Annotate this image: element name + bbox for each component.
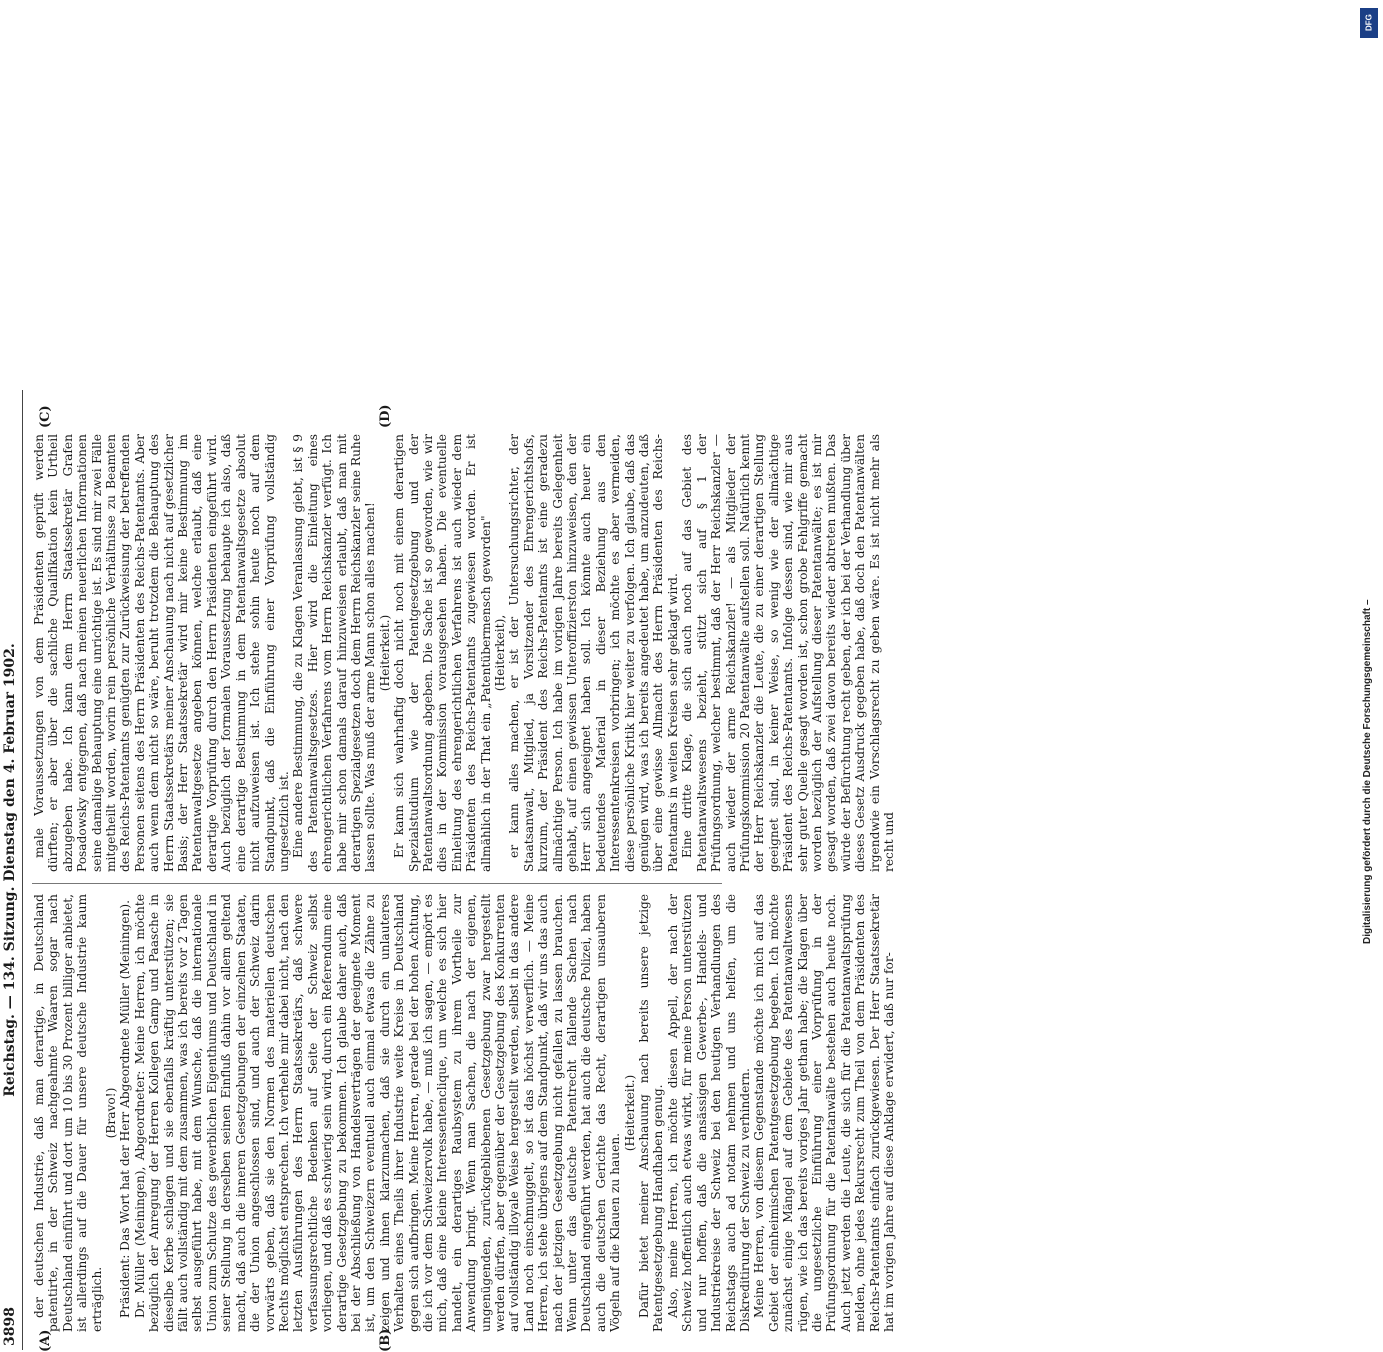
page-header: [0, 390, 23, 1350]
page-number: 3898: [2, 1307, 18, 1346]
column-divider: [32, 883, 722, 884]
paragraph: Präsident: Das Wort hat der Herr Abgeordnete Müller (Meiningen).: [118, 899, 133, 1318]
paragraph: Also, meine Herren, ich möchte diesen Appell, der nach der Schweiz hoffentlich auch etwas wirkt, für meine Person unterstützen und nur hoffen, daß die ansässigen Gewerbe-, Handels- und Industriekreise der Schweiz bei den heutigen Verhandlungen des Reichstags auch ad notam nehmen und uns helfen, um die Diskreditirung der Schweiz zu verhindern.: [665, 894, 752, 1332]
right-column: [32, 434, 896, 872]
paragraph: der deutschen Industrie, daß man derartige, in Deutschland patentirte, in der Schweiz nachgeahmte Waaren sogar nach Deutschland einführt und dort um 10 bis 30 Prozent billiger anbietet, ist allerdings auf die Dauer für unsere deutsche Industrie kaum erträglich.: [32, 894, 104, 1332]
paragraph: Dafür bietet meiner Anschauung nach bereits unsere jetzige Patentgesetzgebung Handhaben genug.: [637, 894, 666, 1332]
paragraph: Meine Herren, von diesem Gegenstande möchte ich mich auf das Gebiet der einheimischen Patentgesetzgebung begeben. Ich möchte zunächst einige Mängel auf dem Gebiete des Patentanwaltwesens rügen, wie ich das bereits voriges Jahr gethan habe; die Klagen über die ungesetzliche Einführung einer Vorprüfung in der Prüfungsordnung für die Patentanwälte bestehen auch heute noch. Auch jetzt werden die Leute, die sich für die Patentanwaltsprüfung melden, ohne jedes Rekursrecht zum Theil von dem Präsidenten des Reichs-Patentamts einfach zurückgewiesen. Der Herr Staatssekretär hat im vorigen Jahre auf diese Anklage erwidert, daß nur for-: [752, 894, 896, 1332]
interjection: (Heiterkeit.): [622, 1074, 637, 1152]
newspaper-page: [0, 390, 896, 1352]
margin-mark-a: (A): [38, 1329, 53, 1352]
digitization-credit: Digitalisierung gefördert durch die Deutsche Forschungsgemeinschaft –: [1362, 599, 1373, 944]
margin-mark-b: (B): [378, 1328, 393, 1352]
paragraph: Eine andere Bestimmung, die zu Klagen Veranlassung giebt, ist § 9 des Patentanwaltsgesetzes. Hier wird die Einleitung eines ehrengerichtlichen Verfahrens vom Herrn Reichskanzler verfügt. Ich habe mir schon damals darauf hinzuweisen erlaubt, daß man mit derartigen Spezialgesetzen doch dem Herrn Reichskanzler seine Ruhe lassen sollte. Was muß der arme Mann schon alles machen!: [291, 434, 378, 872]
dfg-logo: DFG: [1360, 8, 1378, 38]
paragraph: male Voraussetzungen von dem Präsidenten geprüft werden dürften; er aber über die sachliche Qualifikation kein Urtheil abzugeben habe. Ich kann dem Herrn Staatssekretär Grafen Posadowsky entgegnen, daß nach meinen neuerlichen Informationen seine damalige Behauptung eine unrichtige ist. Es sind mir zwei Fälle mitgetheilt worden, worin rein persönliche Verhältnisse zu Beamten des Reichs-Patentamts genügten zur Zurückweisung der betreffenden Personen seitens des Herrn Präsidenten des Reichs-Patentamts. Aber auch wenn dem nicht so wäre, beruht trotzdem die Behauptung des Herrn Staatssekretärs meiner Anschauung nach nicht auf gesetzlicher Basis; der Herr Staatssekretär wird mir keine Bestimmung im Patentanwaltgesetze angeben können, welche erlaubt, daß eine derartige Vorprüfung durch den Herrn Präsidenten eingeführt wird. Auch bezüglich der formalen Voraussetzung behaupte ich also, daß eine derartige Bestimmung in dem Patentanwaltsgesetze absolut nicht aufzuweisen ist. Ich stehe sohin heute noch auf dem Standpunkt, daß die Einführung einer Vorprüfung vollständig ungesetzlich ist.: [32, 434, 291, 872]
paragraph: er kann alles machen, er ist der Untersuchungsrichter, der Staatsanwalt, Mitglied, ja Vorsitzender des Ehrengerichtshofs, kurzum, der Präsident des Reichs-Patentamts ist eine geradezu allmächtige Person. Ich habe im vorigen Jahre bereits Gelegenheit gehabt, auf einen gewissen Unteroffizierston hinzuweisen, den der Herr sich angeeignet haben soll. Ich könnte auch heuer ein bedeutendes Material in dieser Beziehung aus den Interessentenkreisen vorbringen; ich möchte es aber vermeiden, diese persönliche Kritik hier weiter zu verfolgen. Ich glaube, daß das genügen wird, was ich bereits angedeutet habe, um anzudeuten, daß über eine gewisse Allmacht des Herrn Präsidenten des Reichs-Patentamts in weiten Kreisen sehr geklagt wird.: [507, 434, 680, 872]
interjection: (Heiterkeit.): [377, 614, 392, 692]
interjection: (Bravo!): [104, 1087, 119, 1139]
left-column: [32, 894, 896, 1332]
running-title: Reichstag. — 134. Sitzung. Dienstag den 4. Februar 1902.: [2, 643, 18, 1097]
paragraph: Er kann sich wahrhaftig doch nicht noch mit einem derartigen Spezialstudium wie der Patentgesetzgebung und der Patentanwaltsordnung abgeben. Die Sache ist so geworden, wie wir dies in der Kommission vorausgesehen haben. Die eventuelle Einleitung des ehrengerichtlichen Verfahrens ist auch wieder dem Präsidenten des Reichs-Patentamts zugewiesen worden. Er ist allmählich in der That ein „Patentübermensch geworden": [392, 434, 493, 872]
interjection: (Heiterkeit),: [493, 614, 507, 692]
paragraph: Dr. Müller (Meiningen), Abgeordneter: Meine Herren, ich möchte bezüglich der Anregung der Herren Kollegen Gamp und Paasche in dieselbe Kerbe schlagen und sie ebenfalls kräftig unterstützen; sie fällt auch vollständig mit dem zusammen, was ich bereits vor 2 Tagen selbst ausgeführt habe, mit dem Wunsche, daß die internationale Union zum Schutze des gewerblichen Eigenthums und Deutschland in seiner Stellung in derselben seinen Einfluß dahin vor allem geltend macht, daß auch die inneren Gesetzgebungen der einzelnen Staaten, die der Union angeschlossen sind, und auch der Schweiz darin vorwärts geben, daß sie den Normen des materiellen deutschen Rechts möglichst entsprechen. Ich verhehle mir dabei nicht, nach den letzten Ausführungen des Herrn Staatssekretärs, daß schwere verfassungsrechtliche Bedenken auf Seite der Schweiz selbst vorliegen, und daß es schwierig sein wird, durch ein Referendum eine derartige Gesetzgebung zu bekommen. Ich glaube daher auch, daß bei der Abschließung von Handelsverträgen der geeignete Moment ist, um den Schweizern eventuell auch einmal etwas die Zähne zu zeigen und ihnen klarzumachen, daß sie durch ein unlauteres Verhalten eines Theils ihrer Industrie weite Kreise in Deutschland gegen sich aufbringen. Meine Herren, gerade bei der hohen Achtung, die ich vor dem Schweizervolk habe, — muß ich sagen, — empört es mich, daß eine kleine Interessentenclique, um welche es sich hier handelt, ein derartiges Raubsystem zu ihrem Vortheile zur Anwendung bringt. Wenn man Sachen, die nach der eigenen, ungenügenden, zurückgebliebenen Gesetzgebung zwar hergestellt werden dürfen, aber gegenüber der Gesetzgebung des Konkurrenten auf vollständig illoyale Weise hergestellt werden, selbst in das andere Land noch einschmuggelt, so ist das höchst verwerflich. — Meine Herren, ich stehe übrigens auf dem Standpunkt, daß wir uns das auch nach der jetzigen Gesetzgebung nicht gefallen zu lassen brauchen. Wenn unter das deutsche Patentrecht fallende Sachen nach Deutschland eingeführt werden, hat auch die deutsche Polizei, haben auch die deutschen Gerichte das Recht, derartigen unsauberen Vögeln auf die Klauen zu hauen.: [132, 894, 623, 1332]
margin-mark-d: (D): [378, 404, 393, 428]
margin-mark-c: (C): [38, 405, 53, 428]
paragraph: Eine dritte Klage, die sich auch noch auf das Gebiet des Patentanwaltswesens bezieht, stützt sich auf § 1 der Prüfungsordnung, welcher bestimmt, daß der Herr Reichskanzler — auch wieder der arme Reichskanzler! — als Mitglieder der Prüfungskommission 20 Patentanwälte aufstellen soll. Natürlich kennt der Herr Reichskanzler die Leute, die zu einer derartigen Stellung geeignet sind, in keiner Weise, so wenig wie der allmächtige Präsident des Reichs-Patentamts. Infolge dessen sind, wie mir aus sehr guter Quelle gesagt worden ist, schon grobe Fehlgriffe gemacht worden bezüglich der Aufstellung dieser Patentanwälte; es ist mir gesagt worden, daß zwei davon bereits wieder abtreten mußten. Das würde der Befürchtung recht geben, der ich bei der Verhandlung über dieses Gesetz Ausdruck gegeben habe, daß doch den Patentanwälten irgendwie ein Vorschlagsrecht zu geben wäre. Es ist nicht mehr als recht und: [680, 434, 896, 872]
